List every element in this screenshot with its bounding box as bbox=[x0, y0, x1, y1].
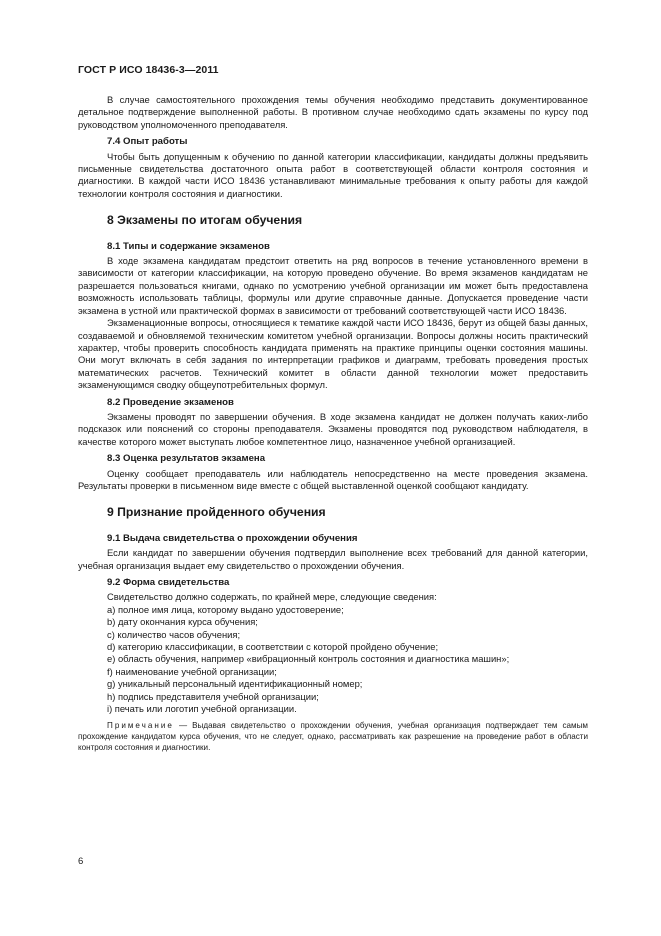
list-item: e) область обучения, например «вибрационный контроль состояния и диагностика машин»; bbox=[107, 653, 510, 665]
document-body bbox=[78, 94, 588, 753]
section-heading-8: 8 Экзамены по итогам обучения bbox=[107, 213, 303, 228]
document-header: ГОСТ Р ИСО 18436-3—2011 bbox=[78, 64, 219, 76]
section-heading-9-2: 9.2 Форма свидетельства bbox=[107, 577, 230, 588]
note-label: Примечание bbox=[107, 721, 174, 731]
paragraph: В случае самостоятельного прохождения темы обучения необходимо представить документированное детальное подтверждение выполненной работы. В противном случае необходимо сдать экзамены по курсу под руководством уполномоченного преподавателя. bbox=[78, 94, 588, 130]
page-number: 6 bbox=[78, 856, 84, 867]
paragraph: Свидетельство должно содержать, по крайней мере, следующие сведения: bbox=[107, 591, 437, 603]
paragraph: Экзаменационные вопросы, относящиеся к тематике каждой части ИСО 18436, берут из общей базы данных, создаваемой и обновляемой техническим комитетом учебной организации. Вопросы должны носить практический характер, чтобы проверить способность кандидата применять на практике принципы оценки состояния машины. Они могут включать в себя задания по интерпретации графиков и диаграмм, требовать проведения простых математических расчетов. Технический комитет в области данной технологии может предоставить экзаменующимся сводку общеупотребительных формул. bbox=[78, 317, 588, 391]
note-text: — Выдавая свидетельство о прохождении обучения, учебная организация подтверждает тем самым прохождение кандидатом курса обучения, что не следует, однако, рассматривать как разрешение на проведение работ в области контроля состояния и диагностики. bbox=[78, 721, 588, 753]
list-item: b) дату окончания курса обучения; bbox=[107, 616, 258, 628]
note bbox=[78, 720, 588, 753]
section-heading-8-2: 8.2 Проведение экзаменов bbox=[107, 396, 234, 408]
list-item: h) подпись представителя учебной организации; bbox=[107, 690, 319, 702]
section-heading-9: 9 Признание пройденного обучения bbox=[107, 505, 326, 520]
list-item: g) уникальный персональный идентификационный номер; bbox=[107, 678, 363, 690]
list-item: d) категорию классификации, в соответствии с которой пройдено обучение; bbox=[107, 641, 439, 653]
section-heading-8-3: 8.3 Оценка результатов экзамена bbox=[107, 453, 266, 465]
paragraph: В ходе экзамена кандидатам предстоит ответить на ряд вопросов в течение установленного времени в зависимости от категории классификации, на которую проведено обучение. Во время экзаменов кандидатам не разрешается пользоваться книгами, однако по усмотрению учебной организации им может быть предоставлена возможность использовать таблицы, формулы или другие справочные данные. Допускается проведение части экзамена в устной или практической формах в зависимости от требований соответствующей части ИСО 18436. bbox=[78, 255, 588, 316]
section-heading-8-1: 8.1 Типы и содержание экзаменов bbox=[107, 240, 270, 252]
paragraph: Если кандидат по завершении обучения подтвердил выполнение всех требований для данной категории, учебная организация выдает ему свидетельство о прохождении обучения. bbox=[78, 547, 588, 571]
paragraph: Экзамены проводят по завершении обучения. В ходе экзамена кандидат не должен получать каких-либо подсказок или пояснений со стороны преподавателя. Экзамены проводятся под руководством наблюдателя, в качестве которого может выступать любое компетентное лицо, назначенное учебной организацией. bbox=[78, 410, 588, 447]
section-heading-9-1: 9.1 Выдача свидетельства о прохождении обучения bbox=[107, 532, 358, 544]
section-heading-7-4: 7.4 Опыт работы bbox=[107, 136, 188, 148]
list-item: c) количество часов обучения; bbox=[107, 628, 241, 640]
list-item: i) печать или логотип учебной организации. bbox=[107, 703, 297, 715]
paragraph: Оценку сообщает преподаватель или наблюдатель непосредственно на месте проведения экзамена. Результаты проверки в письменном виде вместе с общей выставленной оценкой сообщают кандидату. bbox=[78, 467, 588, 491]
list-item: a) полное имя лица, которому выдано удостоверение; bbox=[107, 603, 344, 615]
paragraph: Чтобы быть допущенным к обучению по данной категории классификации, кандидаты должны предъявить письменные свидетельства достаточного опыта работ в соответствующей области контроля состояния и диагностики. В каждой части ИСО 18436 устанавливают минимальные требования к опыту работы для каждой технологии контроля состояния и диагностики. bbox=[78, 150, 588, 199]
list-item: f) наименование учебной организации; bbox=[107, 665, 277, 677]
